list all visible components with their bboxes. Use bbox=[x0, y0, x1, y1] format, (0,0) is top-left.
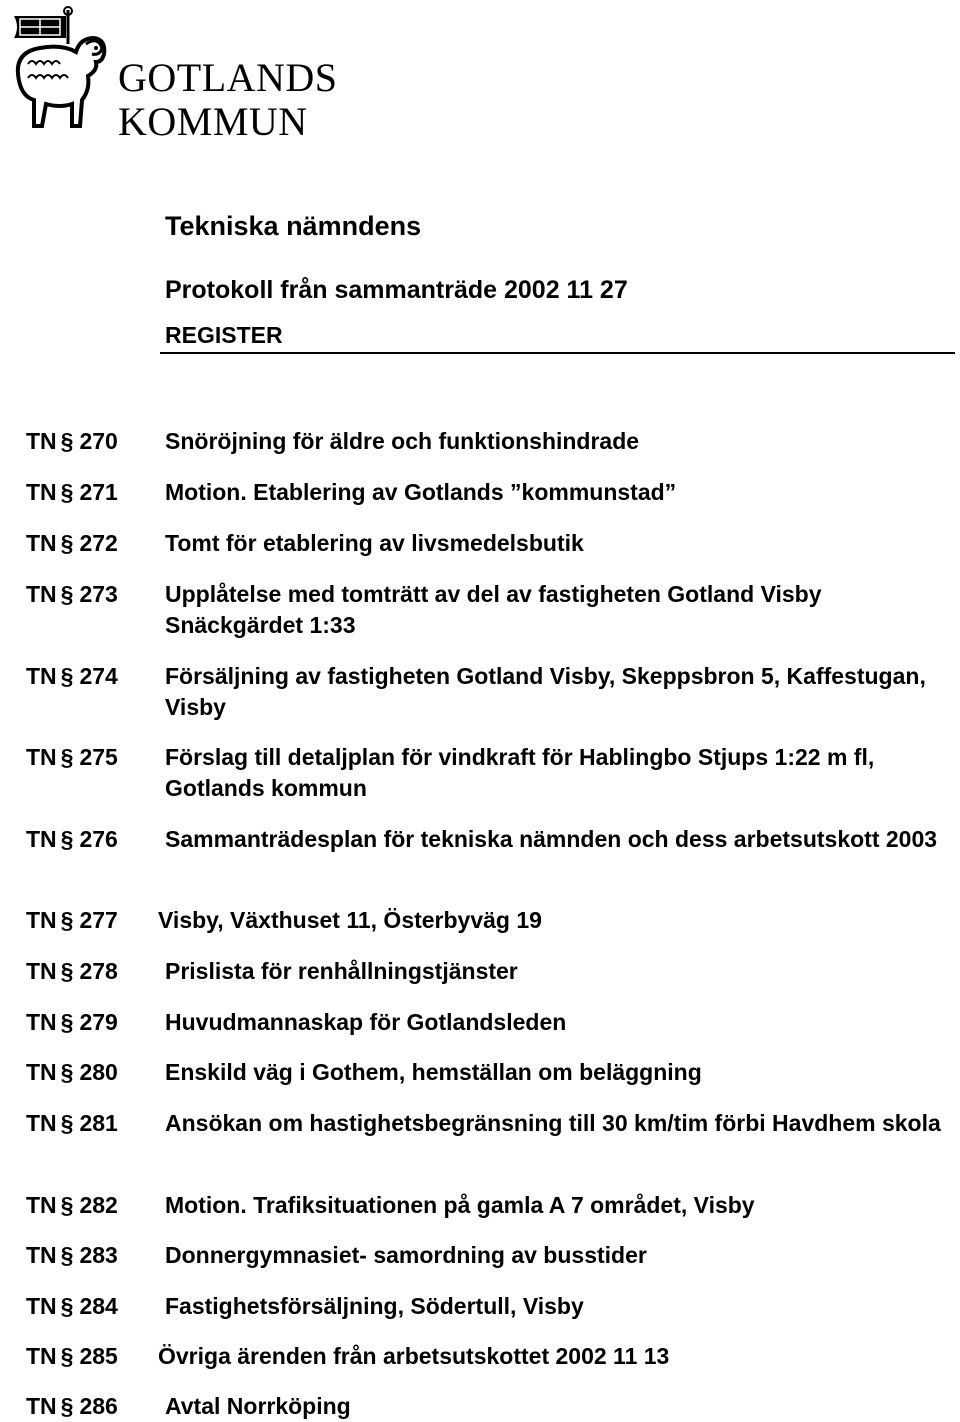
section-sign: § bbox=[60, 1110, 74, 1136]
section-sign: § bbox=[60, 1393, 74, 1419]
entry-prefix: TN bbox=[26, 826, 57, 852]
entry-number: 276 bbox=[79, 826, 118, 852]
entry-prefix: TN bbox=[26, 479, 57, 505]
entry-code bbox=[26, 824, 118, 855]
entry-number: 278 bbox=[79, 958, 118, 984]
entry-title: Övriga ärenden från arbetsutskottet 2002 11 13 bbox=[158, 1343, 670, 1369]
section-sign: § bbox=[60, 428, 74, 454]
section-sign: § bbox=[60, 530, 74, 556]
ram-coat-of-arms-icon bbox=[6, 4, 116, 134]
entry-code bbox=[26, 956, 118, 987]
entry-number: 274 bbox=[79, 663, 118, 689]
entry-prefix: TN bbox=[26, 1293, 57, 1319]
entry-code bbox=[26, 1108, 118, 1139]
entry-prefix: TN bbox=[26, 428, 57, 454]
section-sign: § bbox=[60, 581, 74, 607]
entry-prefix: TN bbox=[26, 1242, 57, 1268]
section-sign: § bbox=[60, 1009, 74, 1035]
entry-code bbox=[26, 742, 118, 773]
entry-title: Motion. Trafiksituationen på gamla A 7 området, Visby bbox=[165, 1192, 755, 1218]
entry-code bbox=[26, 1391, 118, 1422]
entry-title: Ansökan om hastighetsbegränsning till 30 km/tim förbi Havdhem skola bbox=[165, 1110, 941, 1136]
entry-number: 275 bbox=[79, 744, 118, 770]
entry-prefix: TN bbox=[26, 907, 57, 933]
entry-prefix: TN bbox=[26, 530, 57, 556]
entry-number: 284 bbox=[79, 1293, 118, 1319]
section-sign: § bbox=[60, 1293, 74, 1319]
entry-number: 271 bbox=[79, 479, 118, 505]
entry-prefix: TN bbox=[26, 1343, 57, 1369]
entry-number: 279 bbox=[79, 1009, 118, 1035]
entry-number: 282 bbox=[79, 1192, 118, 1218]
heading-divider bbox=[160, 352, 955, 354]
entry-title: Huvudmannaskap för Gotlandsleden bbox=[165, 1009, 567, 1035]
entry-code bbox=[26, 1291, 118, 1322]
section-sign: § bbox=[60, 1242, 74, 1268]
section-sign: § bbox=[60, 1343, 74, 1369]
protocol-title: Protokoll från sammanträde 2002 11 27 bbox=[165, 276, 628, 304]
entry-title: Prislista för renhållningstjänster bbox=[165, 958, 518, 984]
logo-line-2: KOMMUN bbox=[118, 99, 308, 144]
entry-code bbox=[26, 579, 118, 610]
entry-title: Tomt för etablering av livsmedelsbutik bbox=[165, 530, 584, 556]
entry-number: 273 bbox=[79, 581, 118, 607]
entry-prefix: TN bbox=[26, 958, 57, 984]
entry-number: 277 bbox=[79, 907, 118, 933]
entry-title: Förslag till detaljplan för vindkraft för Hablingbo Stjups 1:22 m fl, Gotlands kommun bbox=[165, 744, 875, 801]
logo-line-1: GOTLANDS bbox=[118, 55, 338, 100]
entry-number: 270 bbox=[79, 428, 118, 454]
entry-prefix: TN bbox=[26, 1393, 57, 1419]
entry-prefix: TN bbox=[26, 1009, 57, 1035]
section-sign: § bbox=[60, 1059, 74, 1085]
entry-prefix: TN bbox=[26, 1059, 57, 1085]
committee-title: Tekniska nämndens bbox=[165, 211, 422, 241]
entry-code bbox=[26, 426, 118, 457]
entry-number: 285 bbox=[79, 1343, 118, 1369]
entry-title: Försäljning av fastigheten Gotland Visby, Skeppsbron 5, Kaffestugan, Visby bbox=[165, 663, 926, 720]
register-label: REGISTER bbox=[165, 322, 283, 348]
entry-title: Avtal Norrköping bbox=[165, 1393, 351, 1419]
entry-title: Sammanträdesplan för tekniska nämnden och dess arbetsutskott 2003 bbox=[165, 826, 938, 852]
section-sign: § bbox=[60, 744, 74, 770]
entry-number: 286 bbox=[79, 1393, 118, 1419]
section-sign: § bbox=[60, 1192, 74, 1218]
section-sign: § bbox=[60, 907, 74, 933]
entry-code bbox=[26, 528, 118, 559]
entry-number: 280 bbox=[79, 1059, 118, 1085]
gotlands-kommun-logo bbox=[6, 4, 346, 144]
entry-title: Snöröjning för äldre och funktionshindrade bbox=[165, 428, 640, 454]
entry-title: Fastighetsförsäljning, Södertull, Visby bbox=[165, 1293, 584, 1319]
entry-code bbox=[26, 1057, 118, 1088]
entry-prefix: TN bbox=[26, 1192, 57, 1218]
entry-number: 281 bbox=[79, 1110, 118, 1136]
entry-number: 283 bbox=[79, 1242, 118, 1268]
entry-code bbox=[26, 905, 118, 936]
entry-code bbox=[26, 1007, 118, 1038]
section-sign: § bbox=[60, 958, 74, 984]
entry-code bbox=[26, 477, 118, 508]
entry-title: Enskild väg i Gothem, hemställan om beläggning bbox=[165, 1059, 702, 1085]
entry-prefix: TN bbox=[26, 663, 57, 689]
section-sign: § bbox=[60, 826, 74, 852]
entry-title: Motion. Etablering av Gotlands ”kommunstad” bbox=[165, 479, 677, 505]
entry-prefix: TN bbox=[26, 581, 57, 607]
entry-title: Visby, Växthuset 11, Österbyväg 19 bbox=[158, 907, 542, 933]
logo-wordmark bbox=[118, 56, 338, 144]
entry-code bbox=[26, 1341, 118, 1372]
entry-title: Upplåtelse med tomträtt av del av fastigheten Gotland Visby Snäckgärdet 1:33 bbox=[165, 581, 822, 638]
entry-prefix: TN bbox=[26, 744, 57, 770]
section-sign: § bbox=[60, 663, 74, 689]
entry-number: 272 bbox=[79, 530, 118, 556]
entry-prefix: TN bbox=[26, 1110, 57, 1136]
entry-code bbox=[26, 1240, 118, 1271]
section-sign: § bbox=[60, 479, 74, 505]
entry-code bbox=[26, 1190, 118, 1221]
entry-code bbox=[26, 661, 118, 692]
entry-title: Donnergymnasiet- samordning av busstider bbox=[165, 1242, 647, 1268]
